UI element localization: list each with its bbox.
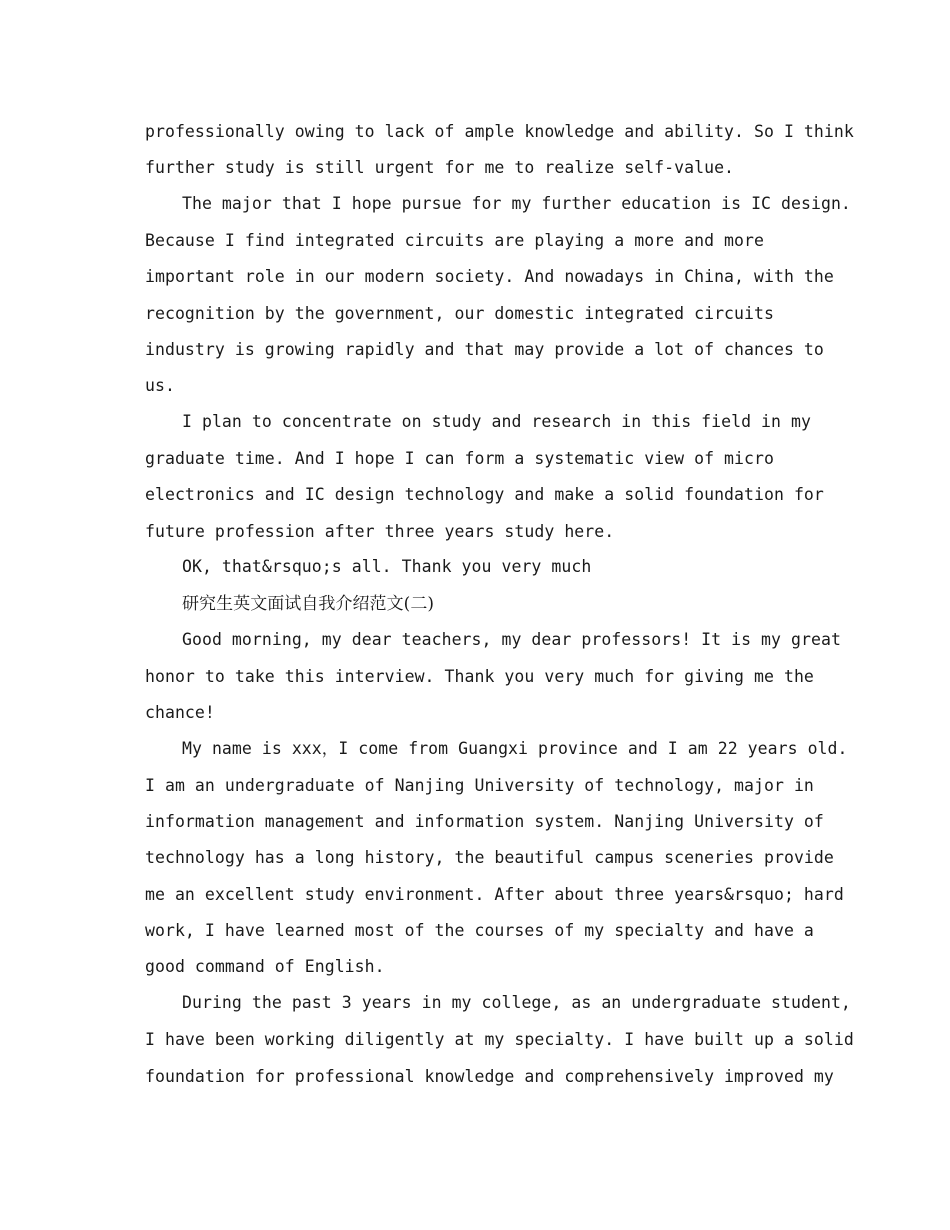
text-line: Because I find integrated circuits are playing a more and more <box>145 231 764 250</box>
paragraph-start: My name is xxx，I come from Guangxi province and I am 22 years old. <box>182 739 848 758</box>
text-line: work, I have learned most of the courses of my specialty and have a <box>145 921 814 940</box>
text-line: graduate time. And I hope I can form a systematic view of micro <box>145 449 774 468</box>
text-line: information management and information system. Nanjing University of <box>145 812 824 831</box>
text-line: honor to take this interview. Thank you very much for giving me the <box>145 667 814 686</box>
text-line: good command of English. <box>145 957 385 976</box>
paragraph-start: During the past 3 years in my college, as an undergraduate student, <box>182 993 851 1012</box>
text-line: further study is still urgent for me to realize self-value. <box>145 158 735 177</box>
text-line: important role in our modern society. And nowadays in China, with the <box>145 267 834 286</box>
paragraph-start: OK, that&rsquo;s all. Thank you very much <box>182 557 592 576</box>
text-line: I am an undergraduate of Nanjing University of technology, major in <box>145 776 814 795</box>
text-line: chance! <box>145 703 215 722</box>
paragraph-start: I plan to concentrate on study and research in this field in my <box>182 412 811 431</box>
text-line: industry is growing rapidly and that may provide a lot of chances to <box>145 340 824 359</box>
text-line: me an excellent study environment. After about three years&rsquo; hard <box>145 885 844 904</box>
text-line: recognition by the government, our domestic integrated circuits <box>145 304 774 323</box>
text-line: us. <box>145 376 175 395</box>
text-line: I have been working diligently at my specialty. I have built up a solid <box>145 1030 854 1049</box>
paragraph-start: Good morning, my dear teachers, my dear professors! It is my great <box>182 630 841 649</box>
text-line: professionally owing to lack of ample knowledge and ability. So I think <box>145 122 854 141</box>
text-line: future profession after three years study here. <box>145 522 615 541</box>
section-heading: 研究生英文面试自我介绍范文(二) <box>182 594 435 614</box>
text-line: foundation for professional knowledge and comprehensively improved my <box>145 1067 834 1086</box>
paragraph-start: The major that I hope pursue for my further education is IC design. <box>182 194 851 213</box>
text-line: electronics and IC design technology and make a solid foundation for <box>145 485 824 504</box>
text-line: technology has a long history, the beautiful campus sceneries provide <box>145 848 834 867</box>
